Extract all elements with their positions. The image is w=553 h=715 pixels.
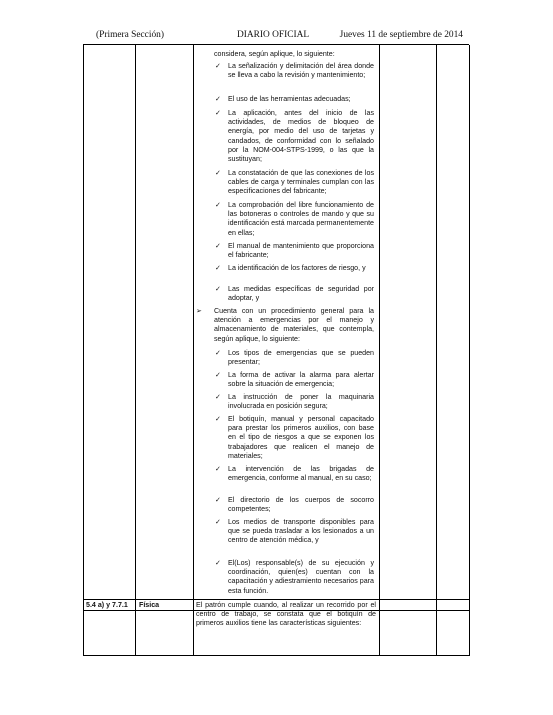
list-item: La señalización y delimitación del área donde se lleva a cabo la revisión y mantenimiento; bbox=[228, 62, 374, 80]
column-divider bbox=[436, 45, 437, 656]
reference-cell: 5.4 a) y 7.7.1 bbox=[86, 601, 128, 609]
list-item: Los medios de transporte disponibles para que se pueda trasladar a los lesionados a un centro de atención médica, y bbox=[228, 518, 374, 545]
check-icon: ✓ bbox=[215, 96, 221, 103]
check-icon: ✓ bbox=[215, 350, 221, 357]
check-icon: ✓ bbox=[215, 286, 221, 293]
column-divider bbox=[379, 45, 380, 656]
publication-date: Jueves 11 de septiembre de 2014 bbox=[339, 30, 463, 40]
table-border-right bbox=[469, 45, 470, 656]
criterion-text: El patrón cumple cuando, al realizar un recorrido por el centro de trabajo, se constata que el botiquín de primeros auxilios tiene las características siguientes: bbox=[196, 601, 376, 628]
intro-text: considera, según aplique, lo siguiente: bbox=[214, 50, 335, 58]
column-divider bbox=[135, 45, 136, 656]
list-item: La intervención de las brigadas de emergencia, conforme al manual, en su caso; bbox=[228, 465, 374, 483]
check-icon: ✓ bbox=[215, 466, 221, 473]
list-item: El botiquín, manual y personal capacitado para prestar los primeros auxilios, con base en el tipo de riesgos a que se exponen los trabajadores que realicen el manejo de materiales; bbox=[228, 415, 374, 460]
list-item: La comprobación del libre funcionamiento de las botoneras o controles de mando y que su identificación está marcada permanentemente en ellas; bbox=[228, 201, 374, 237]
list-item: La forma de activar la alarma para alertar sobre la situación de emergencia; bbox=[228, 371, 374, 389]
procedure-item: Cuenta con un procedimiento general para la atención a emergencias por el manejo y almacenamiento de materiales, que contempla, según aplique, lo siguiente: bbox=[214, 307, 374, 343]
table-border-bottom bbox=[83, 655, 469, 656]
verification-type-cell: Física bbox=[139, 601, 160, 609]
check-icon: ✓ bbox=[215, 497, 221, 504]
check-icon: ✓ bbox=[215, 265, 221, 272]
row-divider bbox=[83, 599, 469, 600]
list-item: La aplicación, antes del inicio de las actividades, de medios de bloqueo de energía, por medio del uso de tarjetas y candados, de conformidad con lo señalado por la NOM-004-STPS-1999, o las que la sustituyan; bbox=[228, 109, 374, 164]
check-icon: ✓ bbox=[215, 202, 221, 209]
list-item: El(Los) responsable(s) de su ejecución y coordinación, quien(es) cuentan con la capacitación y adiestramiento necesarios para esta función. bbox=[228, 559, 374, 595]
check-icon: ✓ bbox=[215, 394, 221, 401]
check-icon: ✓ bbox=[215, 519, 221, 526]
list-item: El manual de mantenimiento que proporciona el fabricante; bbox=[228, 242, 374, 260]
check-icon: ✓ bbox=[215, 372, 221, 379]
check-icon: ✓ bbox=[215, 243, 221, 250]
list-item: Las medidas específicas de seguridad por adoptar, y bbox=[228, 285, 374, 303]
check-icon: ✓ bbox=[215, 560, 221, 567]
list-item: El uso de las herramientas adecuadas; bbox=[228, 95, 351, 103]
list-item: La identificación de los factores de riesgo, y bbox=[228, 264, 366, 272]
column-divider bbox=[193, 45, 194, 656]
check-icon: ✓ bbox=[215, 416, 221, 423]
check-icon: ✓ bbox=[215, 170, 221, 177]
list-item: La instrucción de poner la maquinaria involucrada en posición segura; bbox=[228, 393, 374, 411]
list-item: Los tipos de emergencias que se pueden presentar; bbox=[228, 349, 374, 367]
list-item: El directorio de los cuerpos de socorro competentes; bbox=[228, 496, 374, 514]
arrow-bullet-icon: ➢ bbox=[196, 308, 202, 315]
check-icon: ✓ bbox=[215, 63, 221, 70]
publication-title: DIARIO OFICIAL bbox=[237, 30, 310, 40]
list-item: La constatación de que las conexiones de los cables de carga y terminales cumplan con las especificaciones del fabricante; bbox=[228, 169, 374, 196]
check-icon: ✓ bbox=[215, 110, 221, 117]
section-label: (Primera Sección) bbox=[96, 30, 164, 40]
criteria-table bbox=[83, 45, 469, 656]
table-border-left bbox=[83, 45, 84, 656]
page-header bbox=[0, 30, 553, 44]
